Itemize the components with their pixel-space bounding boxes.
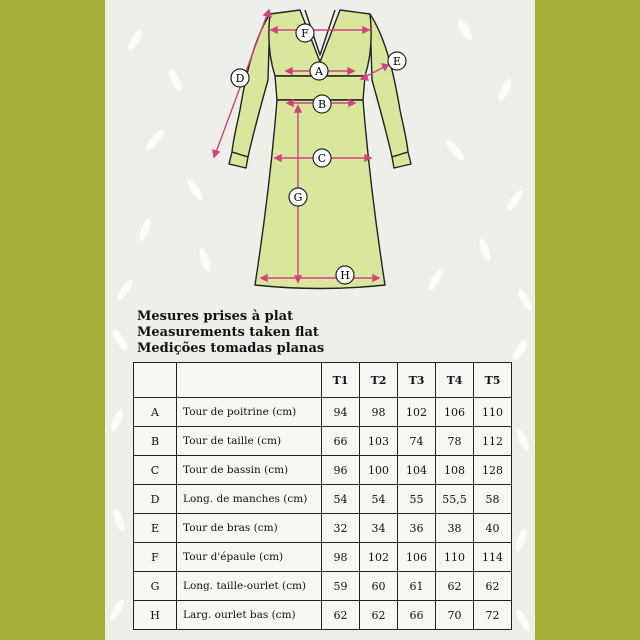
- marker-h: [336, 266, 354, 284]
- row-value: 54: [360, 485, 398, 514]
- size-header: T3: [398, 363, 436, 398]
- row-value: 66: [322, 427, 360, 456]
- row-value: 62: [436, 572, 474, 601]
- svg-text:B: B: [317, 98, 327, 111]
- size-header: T4: [436, 363, 474, 398]
- skirt: [255, 100, 385, 289]
- row-value: 32: [322, 514, 360, 543]
- row-value: 94: [322, 398, 360, 427]
- row-label: Tour d'épaule (cm): [177, 543, 322, 572]
- svg-text:D: D: [235, 72, 245, 85]
- row-value: 55: [398, 485, 436, 514]
- row-letter: C: [134, 456, 177, 485]
- row-value: 114: [474, 543, 512, 572]
- row-value: 104: [398, 456, 436, 485]
- row-value: 55,5: [436, 485, 474, 514]
- svg-text:C: C: [317, 152, 327, 165]
- table-row: [134, 456, 512, 485]
- size-guide-panel: [105, 0, 535, 640]
- row-letter: A: [134, 398, 177, 427]
- size-header: T2: [360, 363, 398, 398]
- row-label: Tour de taille (cm): [177, 427, 322, 456]
- table-row: [134, 543, 512, 572]
- row-value: 100: [360, 456, 398, 485]
- heading-portuguese: Medições tomadas planas: [137, 341, 325, 356]
- marker-e: [388, 52, 406, 70]
- row-value: 70: [436, 601, 474, 630]
- row-letter: B: [134, 427, 177, 456]
- row-value: 62: [474, 572, 512, 601]
- svg-text:A: A: [315, 65, 323, 78]
- heading-english: Measurements taken flat: [137, 325, 319, 340]
- row-value: 108: [436, 456, 474, 485]
- row-value: 58: [474, 485, 512, 514]
- row-value: 54: [322, 485, 360, 514]
- row-letter: H: [134, 601, 177, 630]
- table-row: [134, 601, 512, 630]
- row-value: 98: [322, 543, 360, 572]
- header-empty-letter: [134, 363, 177, 398]
- table-row: [134, 485, 512, 514]
- size-header: T1: [322, 363, 360, 398]
- row-value: 96: [322, 456, 360, 485]
- row-value: 110: [474, 398, 512, 427]
- heading-french: Mesures prises à plat: [137, 309, 294, 324]
- measurement-headings: [137, 309, 324, 357]
- marker-f: [296, 24, 314, 42]
- row-value: 74: [398, 427, 436, 456]
- right-sleeve: [370, 14, 408, 157]
- row-value: 62: [322, 601, 360, 630]
- marker-c: [313, 149, 331, 167]
- table-row: [134, 398, 512, 427]
- row-value: 106: [398, 543, 436, 572]
- row-label: Tour de bras (cm): [177, 514, 322, 543]
- marker-b: [313, 95, 331, 113]
- table-header-row: [134, 363, 512, 398]
- table-row: [134, 427, 512, 456]
- dress-measurement-diagram: [105, 0, 535, 300]
- svg-text:H: H: [340, 269, 350, 282]
- row-value: 40: [474, 514, 512, 543]
- svg-text:E: E: [392, 55, 402, 68]
- row-value: 36: [398, 514, 436, 543]
- size-header: T5: [474, 363, 512, 398]
- row-value: 38: [436, 514, 474, 543]
- marker-d: [231, 69, 249, 87]
- row-value: 98: [360, 398, 398, 427]
- row-label: Long. taille-ourlet (cm): [177, 572, 322, 601]
- svg-text:F: F: [301, 27, 309, 40]
- row-label: Long. de manches (cm): [177, 485, 322, 514]
- row-value: 102: [398, 398, 436, 427]
- row-value: 62: [360, 601, 398, 630]
- row-value: 103: [360, 427, 398, 456]
- row-letter: E: [134, 514, 177, 543]
- row-value: 128: [474, 456, 512, 485]
- row-value: 66: [398, 601, 436, 630]
- size-chart-table: [133, 362, 512, 630]
- table-row: [134, 572, 512, 601]
- table-row: [134, 514, 512, 543]
- row-value: 112: [474, 427, 512, 456]
- row-letter: D: [134, 485, 177, 514]
- marker-a: [310, 62, 328, 80]
- row-value: 110: [436, 543, 474, 572]
- row-value: 34: [360, 514, 398, 543]
- row-value: 72: [474, 601, 512, 630]
- marker-g: [289, 188, 307, 206]
- header-empty-label: [177, 363, 322, 398]
- row-letter: F: [134, 543, 177, 572]
- row-value: 59: [322, 572, 360, 601]
- row-label: Tour de poitrine (cm): [177, 398, 322, 427]
- row-value: 102: [360, 543, 398, 572]
- row-label: Larg. ourlet bas (cm): [177, 601, 322, 630]
- row-label: Tour de bassin (cm): [177, 456, 322, 485]
- row-value: 78: [436, 427, 474, 456]
- row-value: 60: [360, 572, 398, 601]
- svg-text:G: G: [293, 191, 303, 204]
- row-value: 61: [398, 572, 436, 601]
- row-value: 106: [436, 398, 474, 427]
- row-letter: G: [134, 572, 177, 601]
